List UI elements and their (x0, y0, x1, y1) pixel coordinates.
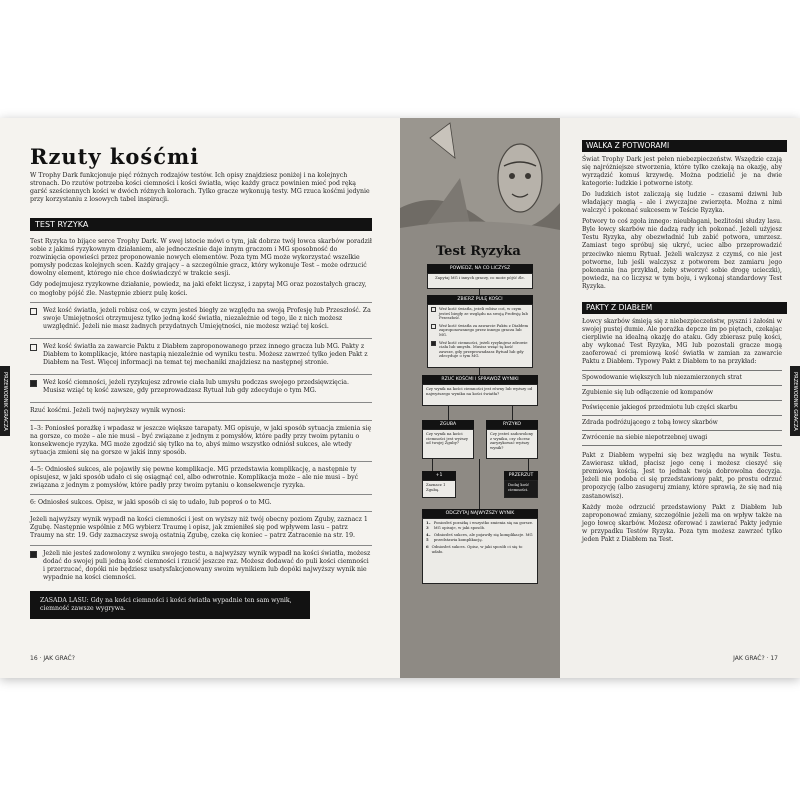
side-tab-left: PRZEWODNIK GRACZA (0, 366, 10, 436)
forest-rule-box (30, 591, 310, 619)
connector (528, 459, 529, 471)
flowchart-title: Test Ryzyka (436, 244, 521, 259)
result-6: 6: Odniosłeś sukces. Opisz, w jaki sposób ci się to udało, lub poproś o to MG. (30, 499, 272, 507)
monsters-text (582, 156, 782, 294)
list-item: Spowodowanie większych lub niezamierzonych strat (582, 370, 782, 385)
flow-light-die-pact: Weź kość światła za zawarcie Paktu z Diabłem zaproponowanego przez innego gracza lub MG. (431, 324, 529, 338)
forest-rule-label: ZASADA LASU: (40, 596, 89, 604)
divider (30, 511, 372, 512)
section-heading-devils-bargains: PAKTY Z DIABŁEM (582, 302, 787, 314)
step-gather-dice: ZBIERZ PULĘ KOŚCI (427, 295, 533, 304)
right-page (560, 118, 800, 678)
list-item: Zgubienie się lub odłączenie od kompanów (582, 385, 782, 400)
divider (30, 420, 372, 421)
connector (432, 459, 433, 471)
paragraph: Pakt z Diabłem wypełni się bez względu na wynik Testu. Zawierasz układ, płacisz jego cenę i możesz cieszyć się premiową kością. Jest to jednak twoja dobrowolna decyzja. Jeżeli nie podoba ci się przedstawiony pakt, po prostu odrzuć propozycję (albo zasugeruj zmiany, które sprawią, że się nad nią zastanowisz). (582, 452, 782, 500)
roll-instruction: Rzuć kośćmi. Jeżeli twój najwyższy wynik wynosi: (30, 407, 186, 415)
result-4-5: 4–5: Odniosłeś sukces, ale pojawiły się pewne komplikacje. MG przedstawia komplikację, a następnie ty opisujesz, w jaki sposób udało ci się osiągnąć cel, albo odwrotnie. Komplikacja może – ale nie musi – być związana z jednym z pomysłów, które padły przy twoim pytaniu o konsekwencje ryzyka. (30, 465, 359, 490)
flow-light-die-skill: Weź kość światła, jeżeli robisz coś, w czym jesteś biegły ze względu na swoją Profesję lub Przeszłość. (431, 307, 529, 321)
flow-dark-die-risk: Weź kość ciemności, jeżeli ryzykujesz zdrowie ciała lub umysłu. Musisz wziąć tę kość zawsze, gdy przeprowadzasz Rytuał lub gdy zdecyduje o tym MG. (431, 341, 529, 359)
reroll-text: Dodaj kość ciemności. (504, 480, 538, 498)
light-die-rule-pact: Weź kość światła za zawarcie Paktu z Diabłem zaproponowanego przez innego gracza lub MG. Pakty z Diabłem to komplikacje, które nastąpią niezależnie od wyniku testu. Możesz zawrzeć tylko jeden Pakt z Diabłem na Test. Więcej informacji na temat tej mechaniki znajdziesz na następnej stronie. (30, 343, 372, 370)
divider (30, 545, 372, 546)
paragraph: Każdy może odrzucić przedstawiony Pakt z Diabłem lub zaproponować zmiany, szczególnie jeżeli ma on wpływ także na jego łowcę skarbów. Możesz oferować i zawierać Pakty jedynie w przypadku Testów Ryzyka. Poza tym możesz zawrzeć tylko jeden Pakt z Diabłem na Test. (582, 503, 782, 543)
branch-risk: RYZYKO (486, 420, 538, 429)
divider (30, 402, 372, 403)
light-die-icon (431, 324, 436, 329)
side-tab-right: PRZEWODNIK GRACZA (790, 366, 800, 436)
paragraph: Łowcy skarbów śmieją się z niebezpieczeństw, pyszni i żałośni w swojej pustej dumie. Ale porażka depcze im po piętach, czekając cierpliwie na idealną okazję do ataku. Gdy zbierasz pulę kości, aby wykonać Test Ryzyka, MG lub pozostali gracze mogą zaoferować ci premiową kość światła w zamian za zawarcie Paktu z Diabłem. Typowy Pakt z Diabłem to na przykład: (582, 318, 782, 366)
paragraph: Potwory to coś zgoła innego: nieubłagani, bezlitośni słudzy lasu. Byle łowcy skarbów nie dadzą rady ich pokonać. Jeżeli użyjesz Testu Ryzyka, aby obezwładnić lub zabić potwora, umrzesz. Zamiast tego spróbuj się ukryć, uciec albo przeprowadzić przeciwko niemu Rytuał. Jeżeli walczysz z czymś, co nie jest potworne, lub jeśli walczysz z potworem bez zamiaru jego pokonania (na przykład, żeby stworzyć sobie drogę ucieczki), powiedz, na co liczysz w tym boju, i wykonaj standardowy Test Ryzyka. (582, 218, 782, 290)
flowchart-panel (400, 118, 560, 678)
flow-result-1-3: 1–3 Poniosłeś porażkę i wszystko zmienia się na gorsze. MG opisuje, w jaki sposób. (426, 520, 534, 530)
branch-doom-text: Czy wynik na kości ciemności jest wyższy od twojej Zguby? (422, 429, 474, 459)
branch-risk-text: Czy jesteś zadowolony z wyniku, czy chcesz zaryzykować wyższy wynik? (486, 429, 538, 459)
bargain-examples-list (582, 370, 782, 446)
mark-doom: +1 (422, 471, 456, 480)
paragraph: Test Ryzyka to bijące serce Trophy Dark. W swej istocie mówi o tym, jak dobrze twój łowca skarbów poradził sobie z jakimś ryzykownym działaniem, ale jednocześnie daje innym graczom i MG sposobność do rozwinięcia opowieści przez proponowanie nowych elementów. Poza tym MG może wykorzystać wszelkie pomysły podczas kolejnych scen. Każdy grający – a szczególnie gracz, który wykonuje Test – może odrzucić dowolny element, którego nie chce doświadczyć w trakcie sesji. (30, 238, 372, 278)
forest-rule-text: Gdy na kości ciemności i kości światła wypadnie ten sam wynik, ciemność zawsze wygrywa. (40, 596, 292, 612)
connector (448, 406, 449, 420)
step-gather-dice-box (427, 304, 533, 368)
paragraph: Świat Trophy Dark jest pełen niebezpieczeństw. Wszędzie czają się najróżniejsze stworzenia, które tylko czekają na okazję, aby wyrządzić komuś krzywdę. Można podzielić je na dwie kategorie: ludzkie i potworne istoty. (582, 156, 782, 188)
list-item: Poświęcenie jakiegoś przedmiotu lub części skarbu (582, 400, 782, 415)
list-item: Zwrócenie na siebie niepotrzebnej uwagi (582, 430, 782, 446)
step-state-goal: POWIEDZ, NA CO LICZYSZ (427, 264, 533, 273)
divider (30, 374, 372, 375)
light-die-rule-skill: Weź kość światła, jeżeli robisz coś, w czym jesteś biegły ze względu na swoją Profesję lub Przeszłość. Za swoje Umiejętności otrzymujesz tylko jedną kość światła, niezależnie od tego, ile z nich możesz uwzględnić. Jeżeli nie masz żadnych przydatnych Umiejętności, nie możesz wziąć tej kości. (30, 307, 372, 334)
dark-die-icon (431, 341, 436, 346)
light-die-icon (30, 344, 37, 351)
test-ryzyka-text (30, 238, 372, 619)
page-number-right: JAK GRAĆ? · 17 (733, 655, 778, 662)
divider (30, 338, 372, 339)
divider (30, 302, 372, 303)
section-heading-test-ryzyka: TEST RYZYKA (30, 218, 372, 231)
branch-doom: ZGUBA (422, 420, 474, 429)
book-spread (0, 118, 800, 678)
result-1-3: 1–3: Poniosłeś porażkę i wpadasz w jeszcze większe tarapaty. MG opisuje, w jaki sposób sytuacja zmienia się na gorsze, co może – ale nie musi – być związane z jednym z pomysłów, które padły przy twoim pytaniu o konsekwencje ryzyka. MG może zgodzić się tylko na to, abyś mimo wszystko odniósł sukces, ale wtedy sytuacja zmieni się na gorsze w jakiś inny sposób. (30, 424, 372, 456)
page-number-left: 16 · JAK GRAĆ? (30, 655, 75, 662)
step-state-goal-text: Zapytaj MG i innych graczy, co może pójść źle. (427, 273, 533, 289)
step-roll-dice-text: Czy wynik na kości ciemności jest równy lub wyższy od najwyższego wyniku na kości światła? (422, 384, 538, 406)
paragraph: Gdy podejmujesz ryzykowne działanie, powiedz, na jaki efekt liczysz, i zapytaj MG oraz pozostałych graczy, co mogłoby pójść źle. Następnie zbierz pulę kości. (30, 281, 367, 297)
step-read-result-box (422, 518, 538, 584)
light-die-icon (431, 307, 436, 312)
page-title: Rzuty kośćmi (30, 144, 200, 169)
step-roll-dice: RZUĆ KOŚĆMI I SPRAWDŹ WYNIKI (422, 375, 538, 384)
dark-die-icon (30, 380, 37, 387)
divider (30, 494, 372, 495)
flow-result-6: 6 Odniosłeś sukces. Opisz, w jaki sposób ci się to udało. (426, 544, 523, 554)
ruin-paragraph: Jeżeli najwyższy wynik wypadł na kości ciemności i jest on wyższy niż twój obecny poziom Zguby, zaznacz 1 Zgubę. Następnie wspólnie z MG wybierz Traumę i opisz, jak zmieniłeś się pod wpływem lasu – patrz Traumy na str. 19. Gdy zaznaczysz swoją ostatnią Zgubę, czeka cię koniec – patrz Zatracenie na str. 19. (30, 516, 368, 540)
section-heading-monsters: WALKA Z POTWORAMI (582, 140, 787, 152)
dark-die-rule-risk: Weź kość ciemności, jeżeli ryzykujesz zdrowie ciała lub umysłu podczas swojego przedsięwzięcia. Musisz wziąć tę kość zawsze, gdy przeprowadzasz Rytuał lub gdy zdecyduje o tym MG. (30, 379, 372, 398)
mark-doom-text: Zaznacz 1 Zgubę. (422, 480, 456, 498)
paragraph: Do ludzkich istot zaliczają się ludzie – czasami dziwni lub władający magią – ale i zwyczajne zwierzęta. Można z nimi walczyć i pokonać sukcesem w Teście Ryzyka. (582, 191, 782, 215)
reroll: PRZERZUT (504, 471, 538, 480)
step-read-result: ODCZYTAJ NAJWYŻSZY WYNIK (422, 509, 538, 518)
devils-bargains-text (582, 318, 782, 547)
connector (512, 406, 513, 420)
dark-die-icon (30, 551, 37, 558)
divider (30, 461, 372, 462)
reroll-rule: Jeżeli nie jesteś zadowolony z wyniku swojego testu, a najwyższy wynik wypadł na kości światła, możesz dodać do swojej puli jedną kość ciemności i rzucić jeszcze raz. Możesz dodawać do puli kości ciemności i przerzucać, dopóki nie będziesz usatysfakcjonowany swoim wynikiem lub dopóki najwyższy wynik nie wypadnie na kości ciemności. (30, 550, 372, 585)
stone-idol-illustration (400, 118, 560, 248)
list-item: Zdrada podróżującego z tobą łowcy skarbów (582, 415, 782, 430)
connector (479, 459, 480, 509)
connector (479, 368, 480, 375)
left-page (0, 118, 400, 678)
intro-paragraph: W Trophy Dark funkcjonuje pięć różnych rodzajów testów. Ich opisy znajdziesz poniżej i na kolejnych stronach. Do rzutów potrzeba kości ciemności i kości światła, więc każdy gracz powinien mieć pod ręką garść sześciennych kości w dwóch różnych kolorach. Tylko gracze wykonują testy. MG rzuca kośćmi jedynie przy korzystaniu z losowych tabel inspiracji. (30, 172, 370, 204)
light-die-icon (30, 308, 37, 315)
flow-result-4-5: 4–5 Odniosłeś sukces, ale pojawiły się komplikacje. MG przedstawia komplikację. (426, 532, 533, 542)
